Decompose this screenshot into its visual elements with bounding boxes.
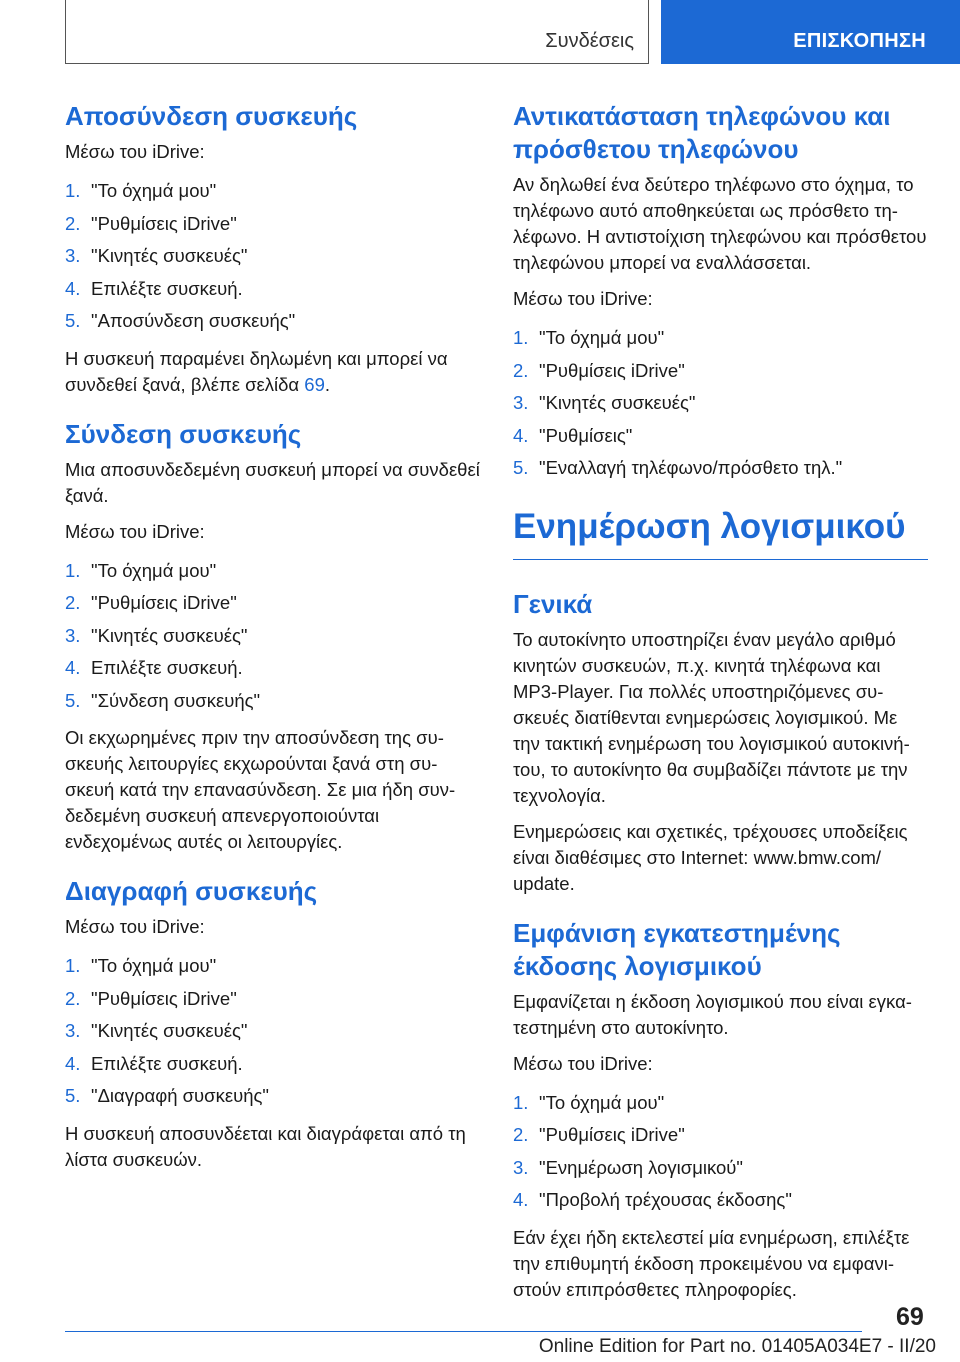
list-item: 5. "Σύνδεση συσκευής" <box>65 689 261 711</box>
step-list <box>65 555 480 718</box>
list-item: 1. "Το όχημά μου" <box>65 559 217 581</box>
list-item: 2. "Ρυθμίσεις iDrive" <box>513 1124 685 1145</box>
right-column <box>513 100 928 1323</box>
page-number: 69 <box>896 1303 924 1331</box>
list-item: 4. Επιλέξτε συσκευή. <box>65 1052 243 1074</box>
desc-text: Εμφανίζεται η έκδοση λογισμικού που είναι εγκατεστημένη στο αυτοκίνητο. <box>513 990 912 1038</box>
intro-text: Μέσω του iDrive: <box>65 141 205 162</box>
intro-text: Μέσω του iDrive: <box>65 520 205 542</box>
list-item: 4. Επιλέξτε συσκευή. <box>65 277 243 299</box>
list-item: 5. "Διαγραφή συσκευής" <box>65 1085 269 1106</box>
section-title: Διαγραφή συσκευής <box>65 876 318 906</box>
paragraph: Ενημερώσεις και σχετικές, τρέχουσες υποδείξεις είναι διαθέσιμες στο Internet: www.bmw.com/ update. <box>513 820 908 894</box>
page-link[interactable]: 69 <box>304 373 325 395</box>
chapter-tab <box>65 0 649 64</box>
section-general <box>513 588 928 897</box>
left-column <box>65 100 480 1193</box>
list-item: 2. "Ρυθμίσεις iDrive" <box>65 987 237 1009</box>
step-list <box>513 1087 928 1217</box>
list-item: 4. "Ρυθμίσεις" <box>513 424 633 446</box>
list-item: 3. "Κινητές συσκευές" <box>65 1020 248 1041</box>
step-list <box>65 950 480 1113</box>
chapter-title: Ενημέρωση λογισμικού <box>513 506 906 546</box>
desc-text: Αν δηλωθεί ένα δεύτερο τηλέφωνο στο όχημα, το τηλέφωνο αυτό αποθηκεύεται ως πρόσθετο τηλέφωνο. Η αντιστοίχιση τηλεφώνου και πρόσθετου τηλεφώνου μπορεί να εναλλάσσεται. <box>513 174 927 273</box>
intro-text: Μέσω του iDrive: <box>513 1052 653 1074</box>
list-item: 2. "Ρυθμίσεις iDrive" <box>65 212 237 234</box>
list-item: 4. "Προβολή τρέχουσας έκδοσης" <box>513 1189 792 1210</box>
edition-footer: Online Edition for Part no. 01405A034E7 - II/20 <box>538 1336 936 1357</box>
section-disconnect-device <box>65 100 480 398</box>
list-item: 3. "Ενημέρωση λογισμικού" <box>513 1156 743 1178</box>
list-item: 5. "Εναλλαγή τηλέφωνο/πρόσθετο τηλ." <box>513 457 843 478</box>
list-item: 1. "Το όχημά μου" <box>65 180 217 201</box>
desc-text: Μια αποσυνδεδεμένη συσκευή μπορεί να συνδεθεί ξανά. <box>65 458 480 506</box>
note-text: Η συσκευή παραμένει δηλωμένη και μπορεί να συνδεθεί ξανά, βλέπε σελίδα 69. <box>65 347 448 395</box>
list-item: 3. "Κινητές συσκευές" <box>65 245 248 266</box>
list-item: 5. "Αποσύνδεση συσκευής" <box>65 310 296 331</box>
list-item: 2. "Ρυθμίσεις iDrive" <box>65 592 237 613</box>
list-item: 1. "Το όχημά μου" <box>513 327 665 348</box>
list-item: 1. "Το όχημά μου" <box>513 1091 665 1113</box>
chapter-divider <box>513 559 928 560</box>
section-installed-version <box>513 917 928 1303</box>
active-section-tab[interactable] <box>661 0 960 64</box>
list-item: 3. "Κινητές συσκευές" <box>513 392 696 413</box>
note-text: Εάν έχει ήδη εκτελεστεί μία ενημέρωση, επιλέξτε την επιθυμητή έκδοση προκειμένου να εμφανιστούν επιπρόσθετες πληροφορίες. <box>513 1226 910 1300</box>
section-title: Σύνδεση συσκευής <box>65 418 302 449</box>
intro-text: Μέσω του iDrive: <box>513 288 653 309</box>
list-item: 1. "Το όχημά μου" <box>65 955 217 976</box>
active-section-tab-label: ΕΠΙΣΚΟΠΗΣΗ <box>793 30 926 52</box>
paragraph: Το αυτοκίνητο υποστηρίζει έναν μεγάλο αριθμό κινητών συσκευών, π.χ. κινητά τηλέφωνα και MP3-Player. Για πολλές υποστηριζόμενες συσκευές διατίθενται ενημερώσεις λογισμικού. Με την τακτική ενημέρωση του λογισμικού αυτοκινήτου, το αυτοκίνητο θα συμβαδίζει πάντοτε με την τεχνολογία. <box>513 628 910 806</box>
section-connect-device <box>65 418 480 856</box>
note-text: Οι εκχωρημένες πριν την αποσύνδεση της συσκευής λειτουργίες εκχωρούνται ξανά στη συσκευή κατά την επανασύνδεση. Σε μια ήδη συνδεδεμένη συσκευή απενεργοποιούνται ενδεχομένως αυτές οι λειτουργίες. <box>65 727 456 852</box>
list-item: 2. "Ρυθμίσεις iDrive" <box>513 359 685 381</box>
footer-divider <box>65 1331 862 1332</box>
note-text: Η συσκευή αποσυνδέεται και διαγράφεται από τη λίστα συσκευών. <box>65 1122 466 1170</box>
section-title: Γενικά <box>513 588 593 619</box>
list-item: 3. "Κινητές συσκευές" <box>65 624 248 646</box>
section-replace-phone <box>513 100 928 485</box>
step-list <box>513 322 928 485</box>
step-list <box>65 175 480 338</box>
section-title: Αποσύνδεση συσκευής <box>65 101 358 131</box>
intro-text: Μέσω του iDrive: <box>65 916 205 937</box>
section-title: Εμφάνιση εγκατεστημένης έκδοσης λογισμικού <box>513 917 841 981</box>
chapter-tab-label: Συνδέσεις <box>545 30 634 52</box>
list-item: 4. Επιλέξτε συσκευή. <box>65 657 243 678</box>
section-title: Αντικατάσταση τηλεφώνου και πρόσθετου τηλεφώνου <box>513 101 891 164</box>
section-delete-device <box>65 875 480 1173</box>
